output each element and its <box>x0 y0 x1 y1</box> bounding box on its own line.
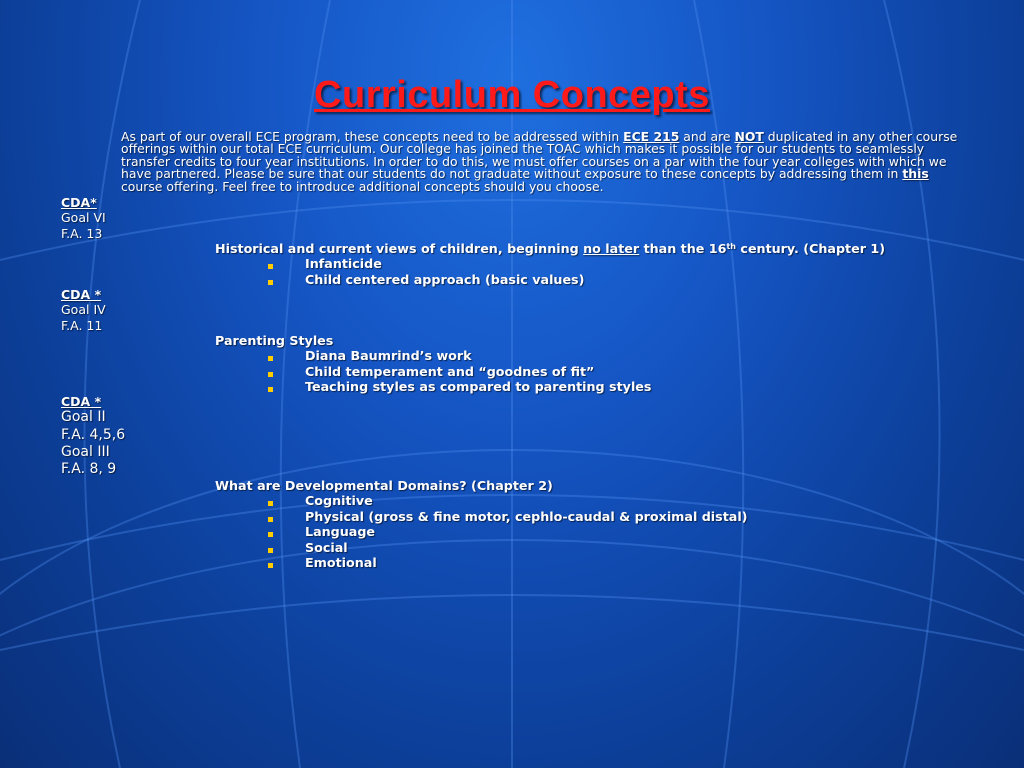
section3-goal-1: Goal II <box>61 409 106 425</box>
section1-cda-label: CDA* <box>61 195 97 210</box>
section2-bullet-1: Diana Baumrind’s work <box>305 348 472 363</box>
bullet-icon <box>268 517 273 522</box>
section1-heading-text-2: than the 16 <box>639 241 727 256</box>
bullet-icon <box>268 387 273 392</box>
section1-heading-underlined: no later <box>583 241 640 256</box>
section3-heading: What are Developmental Domains? (Chapter 2) <box>215 478 553 493</box>
bullet-icon <box>268 372 273 377</box>
bullet-icon <box>268 501 273 506</box>
section3-bullet-5: Emotional <box>305 555 377 570</box>
slide-title: Curriculum Concepts <box>314 74 710 116</box>
bullet-icon <box>268 264 273 269</box>
section1-goal: Goal VI <box>61 210 106 225</box>
section2-cda-label: CDA * <box>61 287 102 302</box>
intro-text-1: As part of our overall ECE program, these concepts need to be addressed within <box>121 129 624 144</box>
intro-text-4: course offering. Feel free to introduce additional concepts should you choose. <box>121 178 604 194</box>
section2-fa: F.A. 11 <box>61 318 103 333</box>
section3-cda-label: CDA * <box>61 394 102 409</box>
section1-heading-sup: th <box>726 242 736 251</box>
section3-bullet-3: Language <box>305 524 376 539</box>
bullet-icon <box>268 280 273 285</box>
section1-heading-text-3: century. (Chapter 1) <box>736 241 886 256</box>
section1-bullet-2: Child centered approach (basic values) <box>305 272 585 287</box>
section1-bullet-1: Infanticide <box>305 256 382 271</box>
intro-course-code: ECE 215 <box>623 129 680 144</box>
section1-heading-text-1: Historical and current views of children, beginning <box>215 241 584 256</box>
section3-goal-2: Goal III <box>61 444 110 460</box>
section2-heading: Parenting Styles <box>215 333 334 348</box>
section3-fa-2: F.A. 8, 9 <box>61 461 117 477</box>
intro-this-word: this <box>902 166 929 182</box>
section3-bullet-4: Social <box>305 540 348 555</box>
bullet-icon <box>268 356 273 361</box>
section1-heading <box>215 241 885 256</box>
section3-bullet-2: Physical (gross & fine motor, cephlo-caudal & proximal distal) <box>305 509 748 524</box>
bullet-icon <box>268 563 273 568</box>
section2-goal: Goal IV <box>61 302 106 317</box>
section2-bullet-3: Teaching styles as compared to parenting styles <box>305 379 652 394</box>
intro-text-2: and are <box>679 129 735 144</box>
section1-fa: F.A. 13 <box>61 226 103 241</box>
section3-bullet-1: Cognitive <box>305 493 373 508</box>
section3-fa-1: F.A. 4,5,6 <box>61 427 126 443</box>
bullet-icon <box>268 532 273 537</box>
intro-text-3: duplicated in any other course offerings within our total ECE curriculum. Our college has joined the TOAC which makes it possible for our students to seamlessly transfer credits to four year institutions. In order to do this, we must offer courses on a par with the four year colleges with which we have partnered. Please be sure that our students do not graduate without exposure to these concepts by addressing them in <box>121 129 958 182</box>
bullet-icon <box>268 548 273 553</box>
section2-bullet-2: Child temperament and “goodnes of fit” <box>305 364 595 379</box>
intro-not-word: NOT <box>734 129 764 144</box>
intro-paragraph <box>121 131 971 193</box>
